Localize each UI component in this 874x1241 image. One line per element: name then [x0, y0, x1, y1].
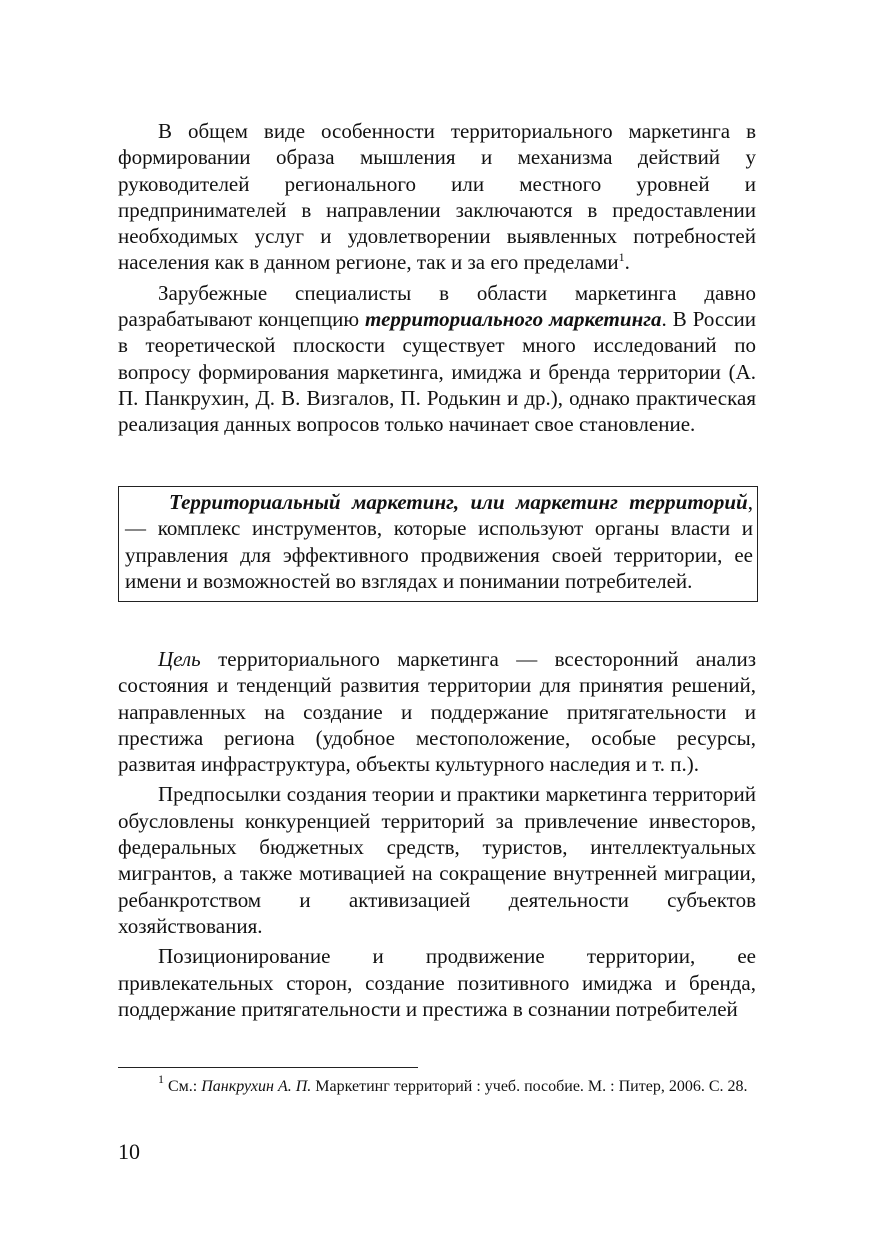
italic-lead-word: Цель [158, 647, 201, 671]
paragraph-prerequisites: Предпосылки создания теории и практики маркетинга территорий обусловлены конкуренцией территорий за привлечение инвесторов, федеральных бюджетных средств, туристов, интеллектуальных мигрантов, а также мотивацией на сокращение внутренней миграции, ребанкротством и активизацией деятельности субъектов хозяйствования. [118, 782, 756, 938]
footnote-text: $^1$ См.: Панкрухин А. П. Маркетинг территорий : учеб. пособие. М. : Питер, 2006. С. 28. [158, 1072, 748, 1095]
footnote-separator [118, 1067, 418, 1068]
paragraph-positioning: Позиционирование и продвижение территории, ее привлекательных сторон, создание позитивного имиджа и бренда, поддержание притягательности и престижа в сознании потребителей [118, 944, 756, 1021]
body-text-top [118, 118, 756, 438]
definition-text: Территориальный маркетинг, или маркетинг территорий, — комплекс инструментов, которые используют органы власти и управления для эффективного продвижения своей территории, ее имени и возможностей во взглядах и понимании потребителей. [125, 490, 753, 594]
definition-term: Территориальный маркетинг, или маркетинг территорий [169, 490, 748, 514]
emphasized-term: территориального маркетинга [365, 307, 662, 332]
paragraph-foreign-specialists: Зарубежные специалисты в области маркетинга давно разрабатывают концепцию территориального маркетинга. В России в теоретической плоскости существует много исследований по вопросу формирования маркетинга, имиджа и бренда территории (А. П. Панкрухин, Д. В. Визгалов, П. Родькин и др.), однако практическая реализация данных вопросов только начинает свое становление. [118, 280, 757, 437]
footnote [118, 1072, 756, 1099]
paragraph-territorial-marketing-features: В общем виде особенности территориального маркетинга в формировании образа мышления и механизма действий у руководителей регионального или местного уровней и предпринимателей в направлении заключаются в предоставлении необходимых услуг и удовлетворении выявленных потребностей населения как в данном регионе, так и за его пределами$^1$. [118, 119, 756, 275]
page-number: 10 [118, 1139, 140, 1164]
definition-box [118, 486, 758, 602]
footnote-number: 1 [158, 1072, 164, 1086]
paragraph-goal: Цель территориального маркетинга — всесторонний анализ состояния и тенденций развития территории для принятия решений, направленных на создание и поддержание притягательности и престижа региона (удобное местоположение, особые ресурсы, развитая инфраструктура, объекты культурного наследия и т. п.). [118, 647, 756, 777]
footnote-reference[interactable]: 1 [618, 250, 625, 265]
body-text-bottom [118, 646, 756, 1022]
footnote-author: Панкрухин А. П. [201, 1078, 312, 1095]
